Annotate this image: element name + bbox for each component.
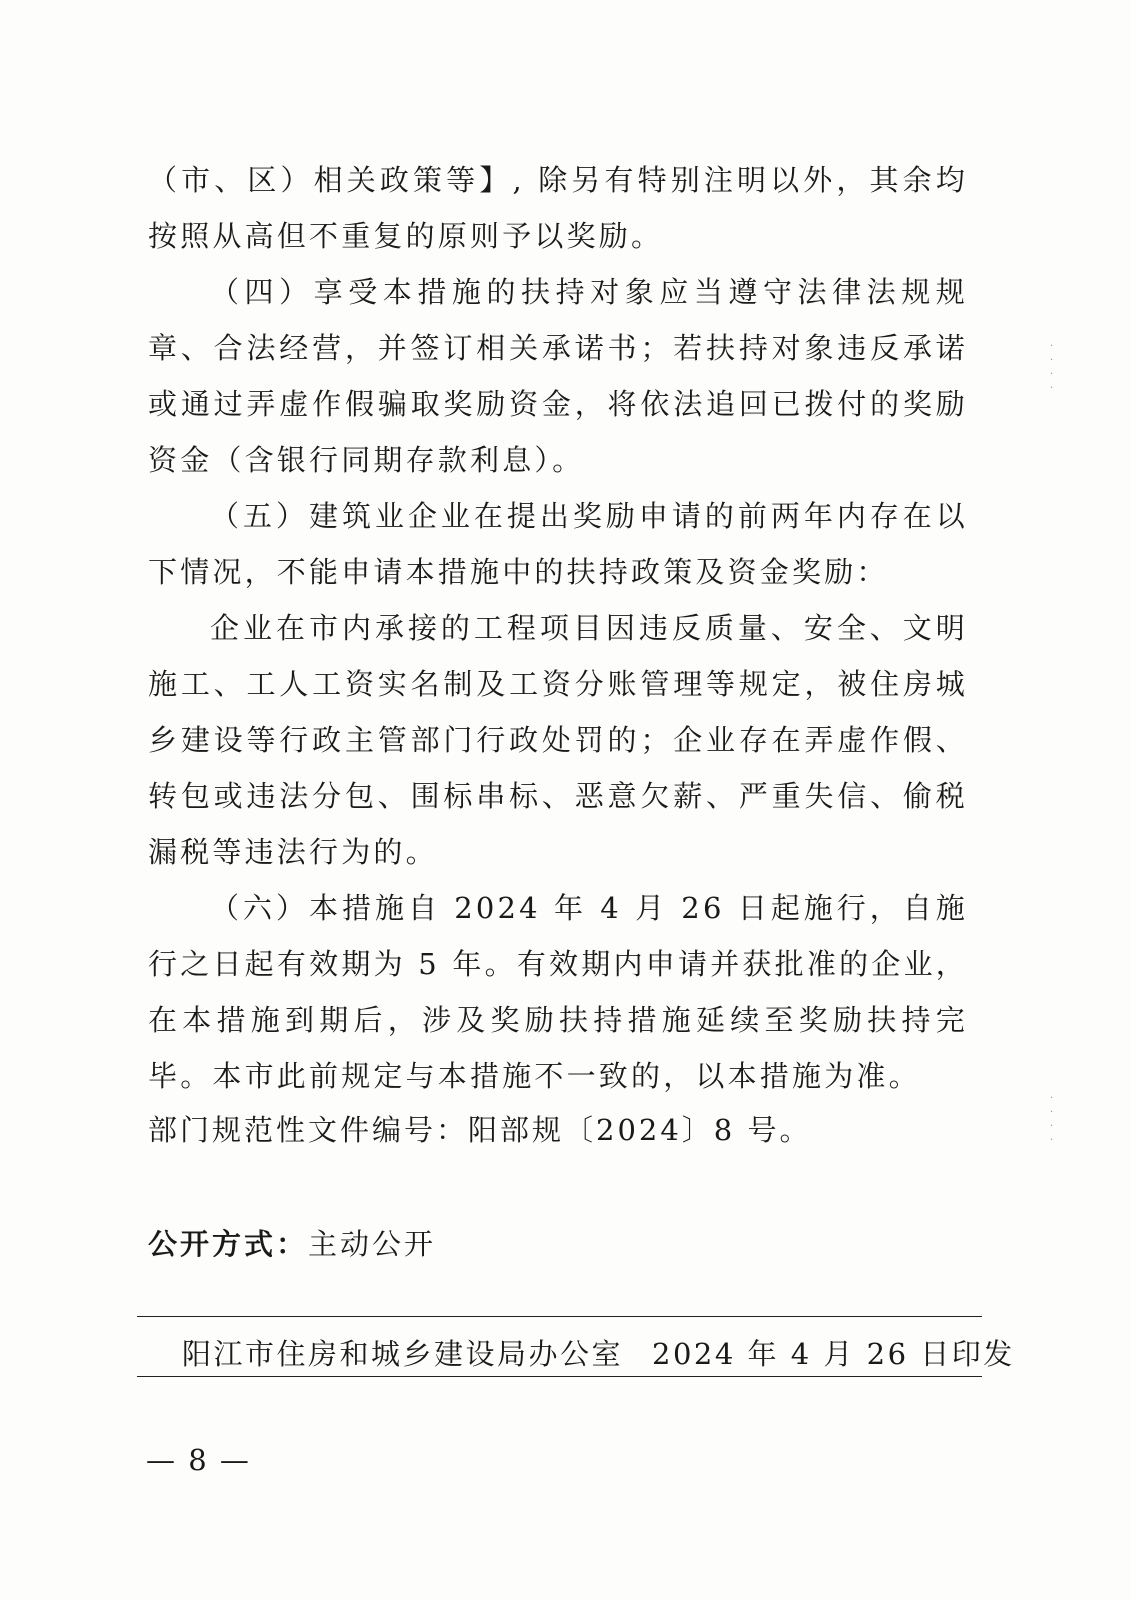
scan-artifact: · · · ·	[1050, 341, 1054, 394]
paragraph-continuation: （市、区）相关政策等】, 除另有特别注明以外，其余均按照从高但不重复的原则予以奖励。	[148, 163, 968, 253]
disclosure-value: 主动公开	[308, 1227, 437, 1261]
paragraph-five-detail: 企业在市内承接的工程项目因违反质量、安全、文明施工、工人工资实名制及工资分账管理等规定，被住房城乡建设等行政主管部门行政处罚的；企业存在弄虚作假、转包或违法分包、围标串标、恶意欠薪、严重失信、偷税漏税等违法行为的。	[148, 611, 968, 869]
issuer-name: 阳江市住房和城乡建设局办公室	[182, 1337, 624, 1371]
paragraph-five: （五）建筑业企业在提出奖励申请的前两年内存在以下情况，不能申请本措施中的扶持政策及资金奖励：	[148, 499, 968, 589]
document-number: 部门规范性文件编号：阳部规〔2024〕8 号。	[148, 1113, 812, 1147]
scan-artifact: · · · ·	[1050, 1093, 1054, 1146]
paragraph-six: （六）本措施自 2024 年 4 月 26 日起施行，自施行之日起有效期为 5 年。有效期内申请并获批准的企业，在本措施到期后，涉及奖励扶持措施延续至奖励扶持完毕。本市此前规定与本措施不一致的，以本措施为准。	[148, 891, 968, 1093]
top-divider	[137, 1316, 982, 1317]
issue-date: 2024 年 4 月 26 日印发	[652, 1337, 1015, 1371]
page-number: — 8 —	[146, 1443, 251, 1477]
disclosure-label: 公开方式：	[148, 1227, 309, 1261]
bottom-divider	[137, 1376, 982, 1377]
paragraph-four: （四）享受本措施的扶持对象应当遵守法律法规规章、合法经营，并签订相关承诺书；若扶持对象违反承诺或通过弄虚作假骗取奖励资金，将依法追回已拨付的奖励资金（含银行同期存款利息）。	[148, 275, 968, 477]
disclosure-line	[148, 1222, 436, 1263]
document-body	[148, 152, 968, 1104]
